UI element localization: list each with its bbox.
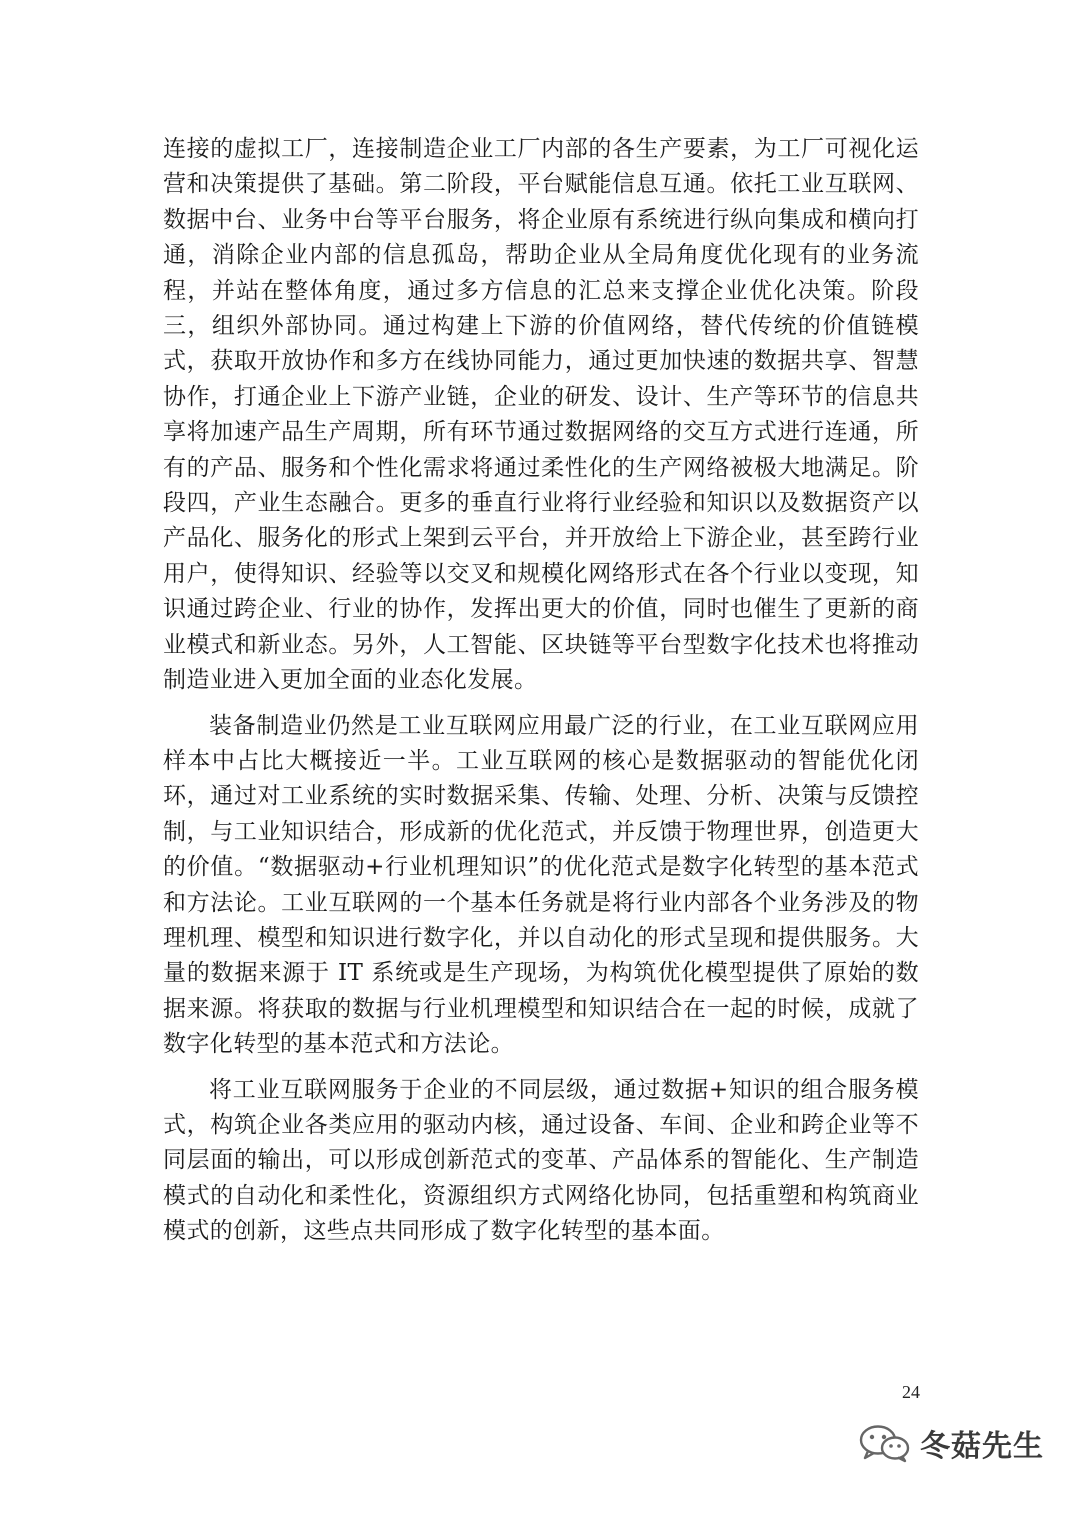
paragraph-equipment-manufacturing: 装备制造业仍然是工业互联网应用最广泛的行业，在工业互联网应用样本中占比大概接近一半。工业互联网的核心是数据驱动的智能优化闭环，通过对工业系统的实时数据采集、传输、处理、分析、决策与反馈控制，与工业知识结合，形成新的优化范式，并反馈于物理世界，创造更大的价值。“数据驱动+行业机理知识”的优化范式是数字化转型的基本范式和方法论。工业互联网的一个基本任务就是将行业内部各个业务涉及的物理机理、模型和知识进行数字化，并以自动化的形式呈现和提供服务。大量的数据来源于 IT 系统或是生产现场，为构筑优化模型提供了原始的数据来源。将获取的数据与行业机理模型和知识结合在一起的时候，成就了数字化转型的基本范式和方法论。 xyxy=(163,712,919,1058)
wechat-icon xyxy=(858,1423,912,1463)
watermark-text: 冬菇先生 xyxy=(920,1429,1044,1464)
paragraph-industrial-internet-services: 将工业互联网服务于企业的不同层级，通过数据+知识的组合服务模式，构筑企业各类应用的驱动内核，通过设备、车间、企业和跨企业等不同层面的输出，可以形成创新范式的变革、产品体系的智能化、生产制造模式的自动化和柔性化，资源组织方式网络化协同，包括重塑和构筑商业模式的创新，这些点共同形成了数字化转型的基本面。 xyxy=(163,1076,919,1245)
paragraph-continuation: 连接的虚拟工厂，连接制造企业工厂内部的各生产要素，为工厂可视化运营和决策提供了基础。第二阶段，平台赋能信息互通。依托工业互联网、数据中台、业务中台等平台服务，将企业原有系统进行纵向集成和横向打通，消除企业内部的信息孤岛，帮助企业从全局角度优化现有的业务流程，并站在整体角度，通过多方信息的汇总来支撑企业优化决策。阶段三，组织外部协同。通过构建上下游的价值网络，替代传统的价值链模式，获取开放协作和多方在线协同能力，通过更加快速的数据共享、智慧协作，打通企业上下游产业链，企业的研发、设计、生产等环节的信息共享将加速产品生产周期，所有环节通过数据网络的交互方式进行连通，所有的产品、服务和个性化需求将通过柔性化的生产网络被极大地满足。阶段四，产业生态融合。更多的垂直行业将行业经验和知识以及数据资产以产品化、服务化的形式上架到云平台，并开放给上下游企业，甚至跨行业用户，使得知识、经验等以交叉和规模化网络形式在各个行业以变现，知识通过跨企业、行业的协作，发挥出更大的价值，同时也催生了更新的商业模式和新业态。另外，人工智能、区块链等平台型数字化技术也将推动制造业进入更加全面的业态化发展。 xyxy=(163,136,919,694)
page-number: 24 xyxy=(902,1382,920,1402)
watermark xyxy=(858,1418,1044,1468)
body-text xyxy=(163,132,919,1250)
